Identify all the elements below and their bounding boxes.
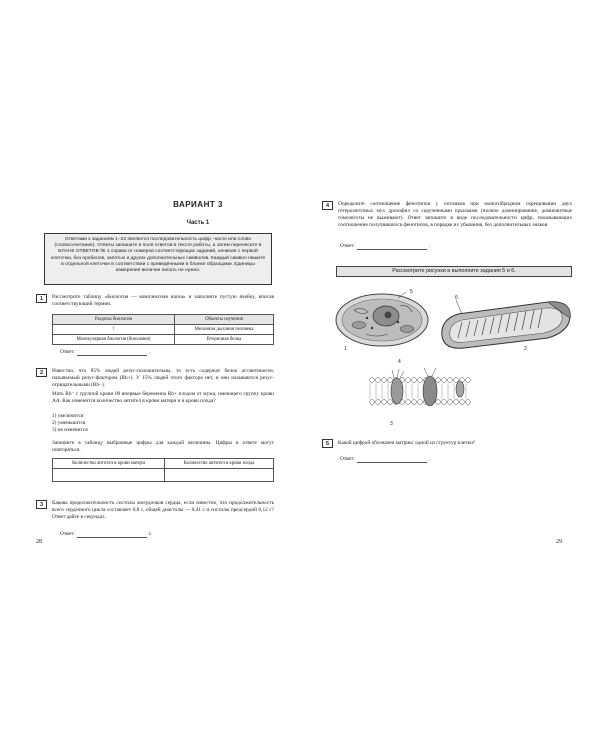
- answer-label: Ответ:: [340, 456, 355, 462]
- variant-title: ВАРИАНТ 3: [173, 200, 223, 209]
- task2-option-2: 2) уменьшится: [52, 420, 86, 426]
- task2-header-2: Количество антител в крови плода: [165, 459, 274, 469]
- task4-answer[interactable]: Ответ: .: [340, 243, 431, 249]
- task2-answer-cell[interactable]: [165, 469, 274, 482]
- figure-label-3: 3: [390, 421, 393, 427]
- task5-answer[interactable]: Ответ: .: [340, 456, 431, 462]
- task2-option-1: 1) увеличится: [52, 413, 84, 419]
- answer-line[interactable]: [357, 243, 427, 250]
- task1-cell: Вторичная белка: [174, 335, 273, 345]
- task3-answer[interactable]: [60, 531, 152, 538]
- membrane-illustration: [366, 366, 476, 416]
- task1-cell: ?: [53, 325, 175, 335]
- task1-cell: Механизм дыхания человека: [174, 325, 273, 335]
- task2-option-3: 3) не изменится: [52, 427, 88, 433]
- task1-answer[interactable]: Ответ: .: [60, 349, 151, 355]
- answer-line[interactable]: [77, 531, 147, 538]
- task2-text3: Запишите в таблицу выбранные цифры для каждой величины. Цифры в ответе могут повторяться.: [52, 440, 274, 453]
- answer-line[interactable]: [77, 349, 147, 356]
- task2-answer-cell[interactable]: [53, 469, 165, 482]
- task2-answer-table[interactable]: [52, 458, 274, 482]
- figure-label-1: 1: [344, 346, 347, 352]
- task-number-2: 2: [36, 368, 47, 377]
- answer-label: Ответ:: [340, 243, 355, 249]
- task1-header-1: Разделы биологии: [53, 315, 175, 325]
- task4-text: Определите соотношение фенотипов у потомков при моногибридном скрещивании двух гетерозиготных мух дрозофил со скрученными крыльями (полное доминирование, доминантные гомозиготы не выживают). Ответ запишите в виде последовательности цифр, показывающих соотношение получившихся фенотипов, в порядке их убывания, без дополнительных знаков.: [338, 201, 572, 228]
- task1-table: [52, 314, 274, 345]
- task-number-1: 1: [36, 294, 47, 303]
- task2-header-1: Количество антител в крови матери: [53, 459, 165, 469]
- answer-label: Ответ:: [60, 349, 75, 355]
- task-number-4: 4: [322, 201, 333, 210]
- task1-cell: Молекулярная биология (биохимия): [53, 335, 175, 345]
- figure-label-6: 6: [455, 295, 458, 301]
- task2-text2: Мать Rh⁻ с группой крови 00 впервые беременна Rh+ плодом от мужа, имеющего группу крови АА. Как изменится количество антител в крови матери и в крови плода?: [52, 391, 274, 404]
- answer-unit: с.: [148, 531, 153, 537]
- page-number-left: 28: [36, 539, 42, 545]
- figure-label-4: 4: [398, 359, 401, 365]
- page-number-right: 29: [556, 539, 562, 545]
- task-number-3: 3: [36, 500, 47, 509]
- task5-text: Какой цифрой обозначен матрикс одной из структур клетки?: [338, 440, 476, 446]
- figures-banner: Рассмотрите рисунки и выполните задания 5 и 6.: [336, 266, 572, 277]
- task1-text: Рассмотрите таблицу «Биология — комплексная наука» и заполните пустую ячейку, вписав соответствующий термин.: [52, 294, 274, 307]
- mitochondrion-illustration: [436, 296, 576, 352]
- instructions-box: Ответами к заданиям 1–22 являются последовательность цифр, число или слово (словосочетание). Ответы запишите в поля ответов в тексте работы, а затем перенесите в БЛАНК ОТВЕТОВ № 1 справа от номеров соответствующих заданий, начиная с первой клеточки, без пробелов, запятых и других дополнительных символов. Каждый символ пишите в отдельной клеточке в соответствии с приведёнными в бланке образцами. Единицы измерения величин писать не нужно.: [44, 233, 272, 285]
- task-number-5: 5: [322, 439, 333, 448]
- task3-text: Какова продолжительность систолы желудочков сердца, если известно, что продолжительность всего сердечного цикла составляет 0,8 с, общей диастолы — 0,41 с и систолы предсердий 0,12 с? Ответ дайте в секундах.: [52, 500, 274, 520]
- figure-label-2: 2: [524, 346, 527, 352]
- answer-label: Ответ:: [60, 531, 75, 537]
- cell-illustration: [332, 288, 432, 350]
- task2-text: Известно, что 85% людей резус-положительны, то есть содержат белок агглютиноген, называемый резус-фактором (Rh+). У 15% людей этого фактора нет, и они называются резус-отрицательными (Rh−).: [52, 368, 274, 388]
- part-title: Часть 1: [186, 220, 210, 226]
- task1-header-2: Объекты изучения: [174, 315, 273, 325]
- figure-label-5: 5: [410, 289, 413, 295]
- answer-line[interactable]: [357, 456, 427, 463]
